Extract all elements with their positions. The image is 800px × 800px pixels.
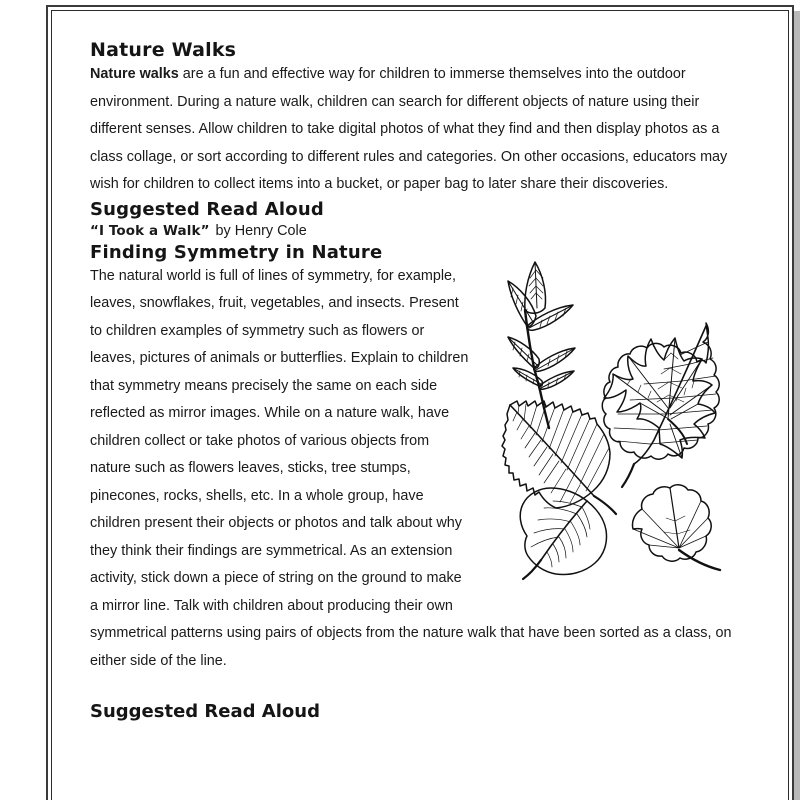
book-author: by Henry Cole — [215, 222, 307, 239]
paragraph-nature-walks — [90, 61, 732, 199]
page-content — [90, 39, 732, 799]
page-inner-border — [51, 10, 789, 800]
elm-leaf — [502, 401, 616, 514]
heading-finding-symmetry: Finding Symmetry in Nature — [90, 241, 383, 263]
heading-nature-walks: Nature Walks — [90, 39, 237, 61]
section-finding-symmetry — [90, 242, 732, 676]
leaf-collection-illustration — [494, 248, 732, 596]
paragraph-finding-symmetry: The natural world is full of lines of symmetry, for example, leaves, snowflakes, fruit, vegetables, and insects. Present to children examples of symmetry such as flowers or leaves, pictures of animals or butterflies. Explain to children that symmetry means precisely the same on each side reflected as mirror images. While on a nature walk, have children collect or take photos of various objects from nature such as flowers leaves, sticks, tree stumps, pinecones, rocks, shells, etc. In a whole group, have children present their objects or photos and talk about why they think their findings are symmetrical. As an extension activity, stick down a piece of string on the ground to make a mirror line. Talk with children about producing their own symmetrical patterns using pairs of objects from the nature walk that have been sorted as a class, on either side of the line. — [90, 267, 732, 669]
lead-bold-nature-walks: Nature walks — [90, 66, 179, 82]
aspen-leaf — [632, 484, 720, 569]
birch-leaf — [520, 488, 606, 579]
book-title: “I Took a Walk” — [90, 222, 210, 239]
heading-suggested-read-aloud-bottom: Suggested Read Aloud — [90, 701, 320, 722]
read-aloud-citation — [90, 220, 732, 242]
heading-suggested-read-aloud: Suggested Read Aloud — [90, 198, 324, 220]
paragraph-nature-walks-body: are a fun and effective way for children to immerse themselves into the outdoor environment. During a nature walk, children can search for different objects of nature using their different senses. Allow children to take digital photos of what they find and then display photos as a class collage, or sort according to different rules and categories. On other occasions, educators may wish for children to collect items into a bucket, or paper bag to later share their discoveries. — [90, 66, 728, 192]
document-page — [46, 5, 794, 800]
